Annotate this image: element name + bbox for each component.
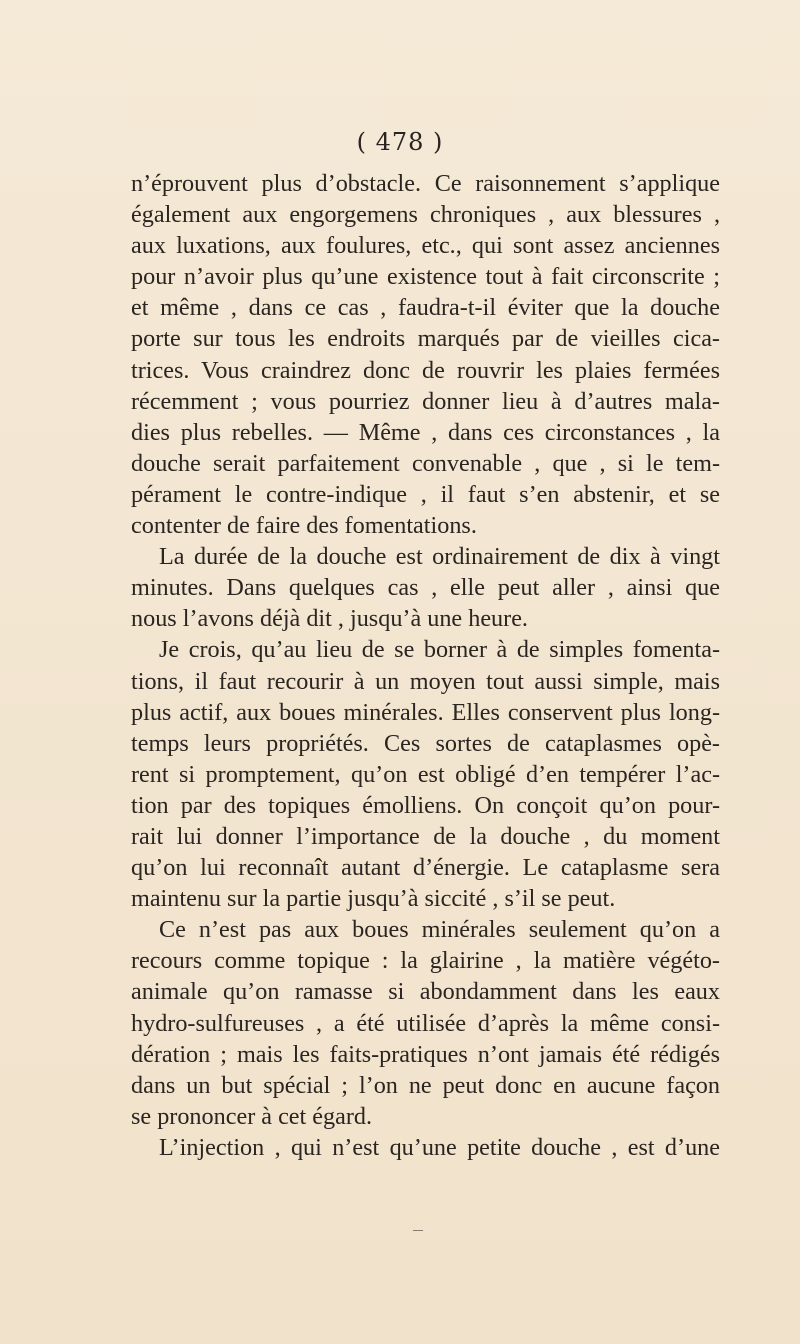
text-line: maintenu sur la partie jusqu’à siccité , s’il se peut. (131, 885, 616, 913)
text-line: douche serait parfaitement convenable , que , si le tem- (131, 449, 720, 477)
text-line: contenter de faire des fomentations. (131, 512, 477, 540)
text-line: pérament le contre-indique , il faut s’en abstenir, et se (131, 480, 720, 508)
text-line: aux luxations, aux foulures, etc., qui sont assez anciennes (131, 232, 720, 260)
text-line: recours comme topique : la glairine , la matière végéto- (131, 947, 720, 975)
text-line: dies plus rebelles. — Même , dans ces circonstances , la (131, 418, 720, 446)
text-line: et même , dans ce cas , faudra-t-il éviter que la douche (131, 294, 720, 322)
text-line: rent si promptement, qu’on est obligé d’en tempérer l’ac- (131, 760, 720, 788)
text-line: dans un but spécial ; l’on ne peut donc en aucune façon (131, 1071, 720, 1099)
text-line: Je crois, qu’au lieu de se borner à de simples fomenta- (159, 636, 720, 664)
text-line: hydro-sulfureuses , a été utilisée d’après la même consi- (131, 1009, 720, 1037)
text-line: porte sur tous les endroits marqués par de vieilles cica- (131, 325, 720, 353)
text-line: tions, il faut recourir à un moyen tout aussi simple, mais (131, 667, 720, 695)
text-line: minutes. Dans quelques cas , elle peut aller , ainsi que (131, 574, 720, 602)
text-line: temps leurs propriétés. Ces sortes de cataplasmes opè- (131, 729, 720, 757)
text-line: tion par des topiques émolliens. On conçoit qu’on pour- (131, 791, 720, 819)
text-line: pour n’avoir plus qu’une existence tout à fait circonscrite ; (131, 263, 720, 291)
text-line: nous l’avons déjà dit , jusqu’à une heure. (131, 605, 528, 633)
body-text (131, 168, 720, 1163)
text-line: animale qu’on ramasse si abondamment dans les eaux (131, 978, 720, 1006)
text-line: L’injection , qui n’est qu’une petite douche , est d’une (159, 1133, 720, 1161)
text-line: également aux engorgemens chroniques , aux blessures , (131, 201, 720, 229)
text-line: trices. Vous craindrez donc de rouvrir les plaies fermées (131, 356, 720, 384)
text-line: n’éprouvent plus d’obstacle. Ce raisonnement s’applique (131, 170, 720, 197)
text-line: dération ; mais les faits-pratiques n’ont jamais été rédigés (131, 1040, 720, 1068)
page-mark (413, 1230, 423, 1231)
text-line: récemment ; vous pourriez donner lieu à d’autres mala- (131, 387, 720, 415)
text-line: La durée de la douche est ordinairement de dix à vingt (159, 543, 720, 571)
text-line: plus actif, aux boues minérales. Elles conservent plus long- (131, 698, 720, 726)
text-line: qu’on lui reconnaît autant d’énergie. Le cataplasme sera (131, 854, 720, 882)
page-number: ( 478 ) (356, 128, 444, 156)
text-line: se prononcer à cet égard. (131, 1102, 373, 1130)
text-line: Ce n’est pas aux boues minérales seulement qu’on a (159, 916, 720, 944)
text-line: rait lui donner l’importance de la douche , du moment (131, 822, 720, 850)
